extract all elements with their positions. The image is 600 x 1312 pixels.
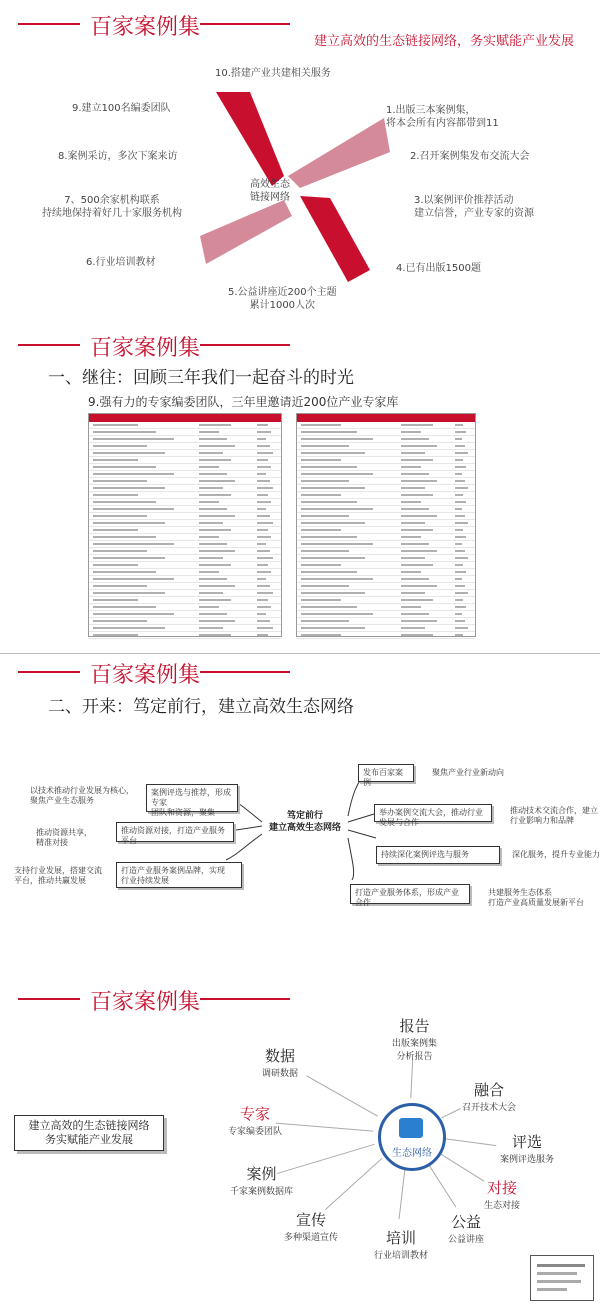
header-line-left bbox=[18, 344, 80, 346]
network-node-desc: 出版案例集 分析报告 bbox=[392, 1039, 438, 1062]
table-row bbox=[89, 499, 281, 506]
table-row bbox=[89, 527, 281, 534]
ecosystem-center bbox=[378, 1103, 446, 1171]
table-row bbox=[297, 499, 475, 506]
header-title: 百家案例集 bbox=[90, 663, 201, 688]
spoke-line bbox=[411, 1059, 413, 1098]
network-node bbox=[448, 1211, 484, 1245]
table-row bbox=[89, 492, 281, 499]
slide-subtitle: 建立高效的生态链接网络，务实赋能产业发展 bbox=[313, 34, 574, 49]
table-row bbox=[297, 485, 475, 492]
connector bbox=[348, 838, 354, 880]
ecosystem-center-label: 生态网络 bbox=[392, 1148, 432, 1159]
table-row bbox=[297, 569, 475, 576]
right-box-1: 发布百家案例 bbox=[358, 764, 414, 782]
table-row bbox=[89, 422, 281, 429]
network-node bbox=[374, 1227, 428, 1261]
connector bbox=[348, 830, 376, 838]
network-node-desc: 案例评选服务 bbox=[500, 1155, 555, 1165]
left-note-1: 以技术推动行业发展为核心， 聚焦产业生态服务 bbox=[30, 786, 134, 805]
table-row bbox=[297, 506, 475, 513]
table-row bbox=[89, 541, 281, 548]
network-node-name: 专家 bbox=[240, 1105, 271, 1123]
table-row bbox=[297, 611, 475, 618]
label-7: 7、500余家机构联系 持续地保持着好几十家服务机构 bbox=[42, 195, 182, 219]
table-row bbox=[89, 485, 281, 492]
label-1: 1.出版三本案例集， 将本会所有内容都带到11 bbox=[386, 105, 499, 129]
table-row bbox=[297, 576, 475, 583]
network-node-name: 评选 bbox=[512, 1133, 543, 1151]
table-row bbox=[89, 562, 281, 569]
network-node-desc: 调研数据 bbox=[262, 1069, 299, 1079]
spoke-line bbox=[399, 1170, 405, 1219]
table-row bbox=[297, 429, 475, 436]
table-row bbox=[297, 513, 475, 520]
table-row bbox=[297, 471, 475, 478]
thumbnail-image bbox=[530, 1255, 594, 1301]
table-row bbox=[297, 478, 475, 485]
left-box-2: 推动资源对接，打造产业服务平台 bbox=[116, 822, 234, 842]
table-row bbox=[89, 429, 281, 436]
network-node-desc: 专家编委团队 bbox=[228, 1127, 283, 1137]
table-row bbox=[89, 513, 281, 520]
right-note-4: 共建服务生态体系 打造产业高质量发展新平台 bbox=[488, 888, 584, 907]
table-row bbox=[297, 625, 475, 632]
table-row bbox=[297, 422, 475, 429]
slogan-box: 建立高效的生态链接网络 务实赋能产业发展 bbox=[14, 1115, 164, 1151]
header-title: 百家案例集 bbox=[90, 990, 201, 1015]
spoke-line bbox=[439, 1153, 484, 1181]
header-line-right bbox=[200, 344, 290, 346]
table-row bbox=[297, 597, 475, 604]
label-5: 5.公益讲座近200个主题 累计1000人次 bbox=[228, 287, 337, 311]
spoke-line bbox=[441, 1109, 460, 1119]
table-row bbox=[89, 548, 281, 555]
table-row bbox=[89, 583, 281, 590]
table-row bbox=[89, 478, 281, 485]
network-node-name: 报告 bbox=[399, 1017, 430, 1035]
right-note-1: 聚焦产业行业新动向 bbox=[432, 768, 504, 777]
spoke-line bbox=[428, 1164, 456, 1207]
expert-table-left bbox=[88, 413, 282, 637]
spoke-line bbox=[276, 1123, 373, 1131]
right-note-2: 推动技术交流合作，建立 行业影响力和品牌 bbox=[510, 806, 598, 825]
spoke-line bbox=[445, 1139, 497, 1146]
network-node-name: 对接 bbox=[487, 1179, 518, 1197]
network-node bbox=[284, 1209, 338, 1243]
table-row bbox=[297, 541, 475, 548]
spoke-line bbox=[325, 1158, 382, 1209]
table-row bbox=[89, 625, 281, 632]
table-row bbox=[89, 597, 281, 604]
table-row bbox=[297, 548, 475, 555]
network-node-desc: 生态对接 bbox=[484, 1201, 521, 1211]
network-node bbox=[462, 1079, 516, 1113]
network-node-name: 宣传 bbox=[296, 1211, 327, 1229]
header-title: 百家案例集 bbox=[90, 336, 201, 361]
slide-future bbox=[0, 653, 600, 982]
table-row bbox=[297, 555, 475, 562]
table-row bbox=[297, 443, 475, 450]
table-row bbox=[297, 583, 475, 590]
expert-table-right bbox=[296, 413, 476, 637]
label-2: 2.召开案例集发布交流大会 bbox=[410, 151, 530, 162]
network-icon bbox=[399, 1118, 423, 1138]
table-header bbox=[297, 414, 475, 422]
right-note-3: 深化服务，提升专业能力 bbox=[512, 850, 600, 859]
network-node bbox=[392, 1015, 437, 1062]
blade-bottom-left bbox=[200, 200, 292, 264]
table-row bbox=[89, 576, 281, 583]
label-10: 10.搭建产业共建相关服务 bbox=[215, 68, 331, 79]
left-note-3: 支持行业发展，搭建交流 平台，推动共赢发展 bbox=[14, 866, 102, 885]
table-row bbox=[89, 534, 281, 541]
table-row bbox=[89, 450, 281, 457]
table-row bbox=[297, 520, 475, 527]
table-row bbox=[297, 492, 475, 499]
header-title: 百家案例集 bbox=[90, 15, 201, 40]
right-box-3: 持续深化案例评选与服务 bbox=[376, 846, 500, 864]
network-node-name: 公益 bbox=[451, 1213, 482, 1231]
table-row bbox=[89, 506, 281, 513]
table-row bbox=[297, 604, 475, 611]
table-row bbox=[89, 457, 281, 464]
slide-ecosystem-overview bbox=[0, 0, 600, 325]
section-caption: 9.强有力的专家编委团队，三年里邀请近200位产业专家库 bbox=[88, 395, 399, 409]
right-box-2: 举办案例交流大会，推动行业发展与合作 bbox=[374, 804, 492, 822]
network-node-name: 数据 bbox=[265, 1047, 296, 1065]
table-row bbox=[297, 436, 475, 443]
blade-top-left bbox=[216, 92, 284, 186]
table-row bbox=[297, 534, 475, 541]
network-node-desc: 多种渠道宣传 bbox=[284, 1233, 339, 1243]
table-row bbox=[297, 527, 475, 534]
table-row bbox=[89, 611, 281, 618]
network-node-desc: 千家案例数据库 bbox=[230, 1187, 294, 1197]
slide-network bbox=[0, 981, 600, 1312]
table-row bbox=[89, 471, 281, 478]
label-8: 8.案例采访，多次下案来访 bbox=[58, 151, 178, 162]
blade-bottom-right bbox=[300, 196, 370, 282]
network-node-desc: 召开技术大会 bbox=[462, 1103, 517, 1113]
label-4: 4.已有出版1500题 bbox=[396, 263, 481, 274]
left-box-3: 打造产业服务案例品牌，实现 行业持续发展 bbox=[116, 862, 242, 888]
left-box-1: 案例评选与推荐，形成专家 团队和资源，聚集 bbox=[146, 784, 238, 812]
network-node bbox=[230, 1163, 293, 1197]
table-row bbox=[89, 618, 281, 625]
network-node-desc: 公益讲座 bbox=[448, 1235, 485, 1245]
table-row bbox=[89, 443, 281, 450]
table-row bbox=[89, 555, 281, 562]
table-row bbox=[297, 457, 475, 464]
label-9: 9.建立100名编委团队 bbox=[72, 103, 171, 114]
table-row bbox=[89, 632, 281, 639]
table-row bbox=[89, 520, 281, 527]
label-6: 6.行业培训教材 bbox=[86, 257, 156, 268]
network-node-name: 培训 bbox=[386, 1229, 417, 1247]
network-node bbox=[484, 1177, 520, 1211]
network-node bbox=[262, 1045, 298, 1079]
table-row bbox=[89, 569, 281, 576]
table-row bbox=[297, 590, 475, 597]
network-node bbox=[500, 1131, 554, 1165]
table-row bbox=[89, 436, 281, 443]
right-box-4: 打造产业服务体系，形成产业合作 bbox=[350, 884, 470, 904]
network-node-name: 案例 bbox=[246, 1165, 277, 1183]
network-node-desc: 行业培训教材 bbox=[374, 1251, 429, 1261]
table-row bbox=[297, 632, 475, 639]
slide-review bbox=[0, 325, 600, 653]
section-heading: 一、继往：回顾三年我们一起奋斗的时光 bbox=[48, 368, 354, 388]
table-header bbox=[89, 414, 281, 422]
table-row bbox=[297, 450, 475, 457]
connector bbox=[348, 814, 374, 822]
network-node bbox=[228, 1103, 282, 1137]
label-3: 3.以案例评价推荐活动 建立信誉，产业专家的资源 bbox=[414, 195, 534, 219]
connector bbox=[236, 826, 262, 830]
table-row bbox=[89, 464, 281, 471]
table-row bbox=[297, 464, 475, 471]
spoke-line bbox=[307, 1076, 378, 1116]
table-row bbox=[89, 590, 281, 597]
left-note-2: 推动资源共享， 精准对接 bbox=[36, 828, 92, 847]
mindmap-hub: 笃定前行 建立高效生态网络 bbox=[268, 811, 341, 833]
table-row bbox=[297, 618, 475, 625]
pinwheel-center-label: 高效生态 链接网络 bbox=[250, 179, 290, 203]
table-row bbox=[89, 604, 281, 611]
network-node-name: 融合 bbox=[474, 1081, 505, 1099]
table-row bbox=[297, 562, 475, 569]
section-heading: 二、开来：笃定前行，建立高效生态网络 bbox=[48, 697, 354, 717]
